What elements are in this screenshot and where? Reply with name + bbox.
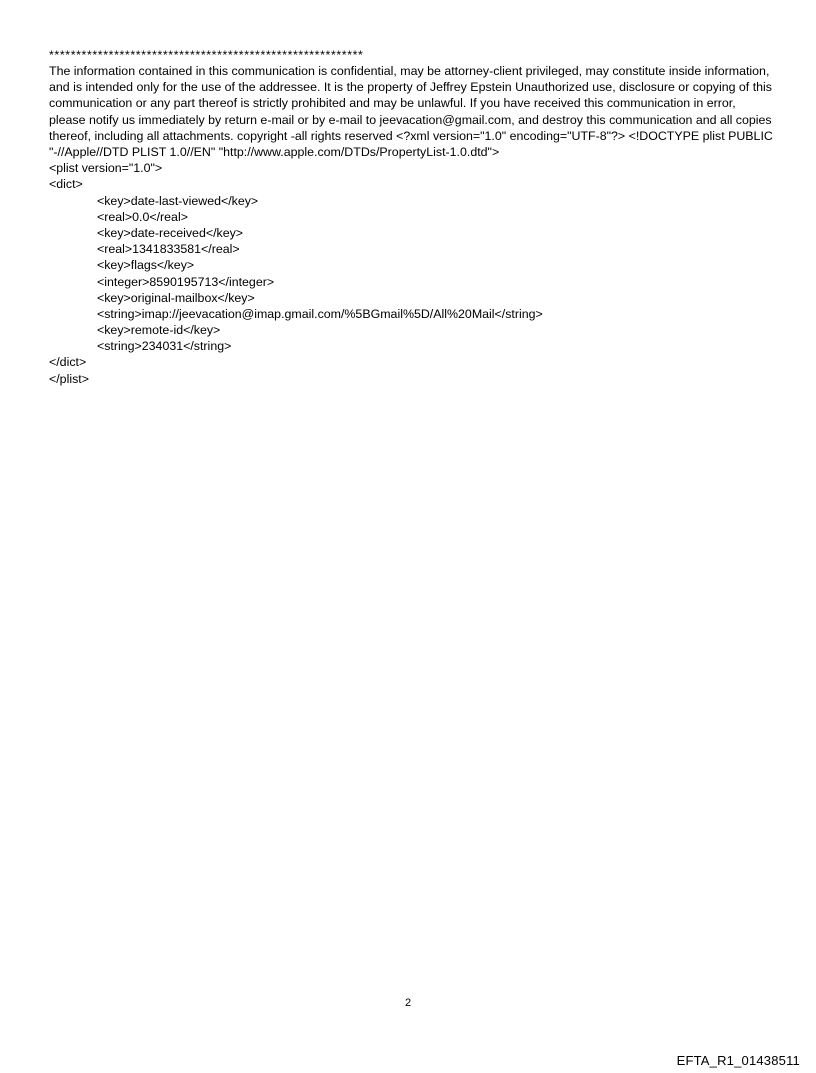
page-number: 2	[404, 997, 412, 1009]
plist-line: <key>remote-id</key>	[97, 323, 221, 338]
plist-line: <key>flags</key>	[97, 258, 195, 273]
confidentiality-disclaimer: The information contained in this communication is confidential, may be attorney-client privileged, may constitute inside information, and is intended only for the use of the addressee. It is the property of Jeffrey Epstein Unauthorized use, disclosure or copying of this communication or any part thereof is strictly prohibited and may be unlawful. If you have received this communication in error, please notify us immediately by return e-mail or by e-mail to jeevacation@gmail.com, and destroy this communication and all copies thereof, including all attachments. copyright -all rights reserved <?xml version="1.0" encoding="UTF-8"?> <!DOCTYPE plist PUBLIC "-//Apple//DTD PLIST 1.0//EN" "http://www.apple.com/DTDs/PropertyList-1.0.dtd">	[49, 64, 773, 160]
document-id: EFTA_R1_01438511	[676, 1053, 800, 1068]
plist-line: <string>imap://jeevacation@imap.gmail.com/%5BGmail%5D/All%20Mail</string>	[97, 306, 543, 321]
plist-line: </plist>	[49, 371, 89, 386]
plist-line: <integer>8590195713</integer>	[97, 274, 275, 289]
asterisk-separator: **********************************************************	[49, 48, 364, 62]
plist-block	[49, 160, 774, 387]
plist-line: <string>234031</string>	[97, 339, 232, 354]
plist-line: <real>0.0</real>	[97, 209, 188, 224]
plist-line: <key>original-mailbox</key>	[97, 290, 255, 305]
plist-line: <key>date-received</key>	[97, 225, 244, 240]
plist-line: <dict>	[49, 177, 83, 192]
plist-line: <plist version="1.0">	[49, 161, 163, 176]
plist-line: </dict>	[49, 355, 87, 370]
plist-line: <real>1341833581</real>	[97, 242, 240, 257]
document-body	[49, 47, 774, 387]
plist-line: <key>date-last-viewed</key>	[97, 193, 259, 208]
